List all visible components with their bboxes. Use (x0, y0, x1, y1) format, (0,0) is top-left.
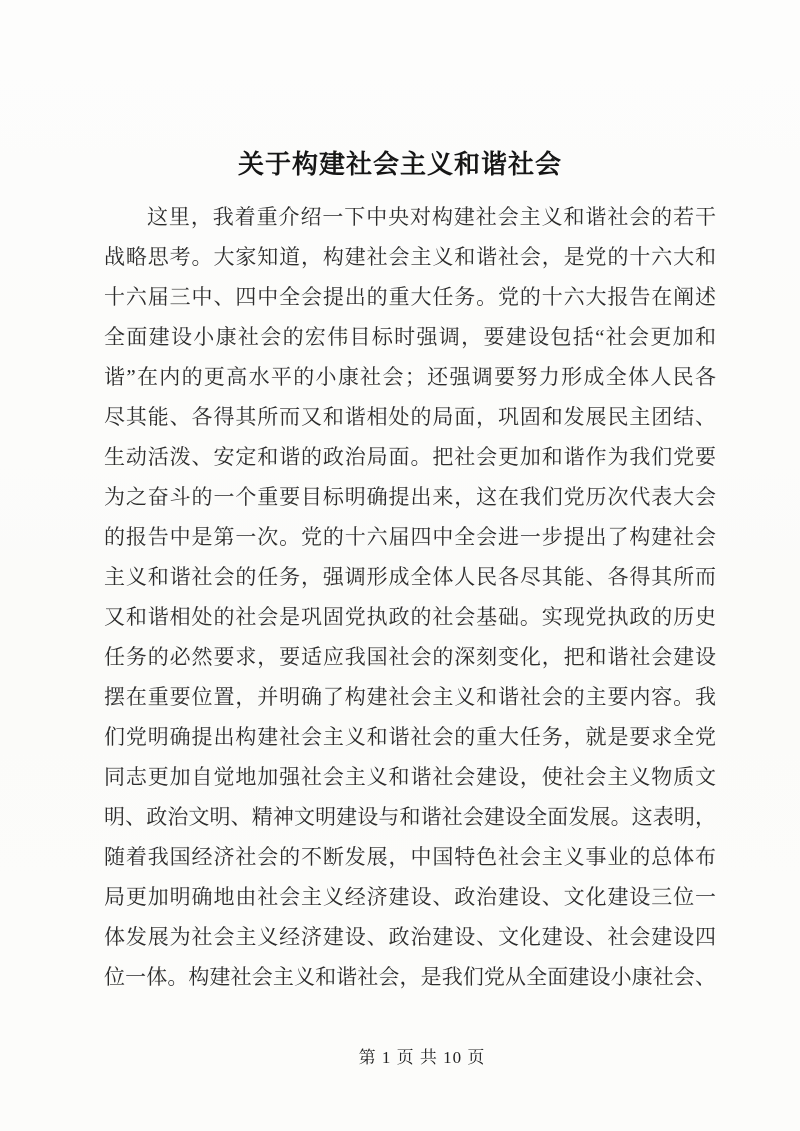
body-line: 又和谐相处的社会是巩固党执政的社会基础。实现党执政的历史 (104, 605, 716, 629)
body-line: 任务的必然要求，要适应我国社会的深刻变化，把和谐社会建设 (104, 645, 716, 669)
body-line: 为之奋斗的一个重要目标明确提出来，这在我们党历次代表大会 (104, 485, 716, 509)
body-line: 体发展为社会主义经济建设、政治建设、文化建设、社会建设四 (104, 925, 716, 949)
body-line: 局更加明确地由社会主义经济建设、政治建设、文化建设三位一 (104, 885, 716, 909)
body-line: 主义和谐社会的任务，强调形成全体人民各尽其能、各得其所而 (104, 565, 716, 589)
body-line: 位一体。构建社会主义和谐社会，是我们党从全面建设小康社会、 (104, 965, 716, 989)
body-line: 们党明确提出构建社会主义和谐社会的重大任务，就是要求全党 (104, 725, 716, 749)
body-line: 谐”在内的更高水平的小康社会；还强调要努力形成全体人民各 (104, 365, 716, 389)
body-line: 同志更加自觉地加强社会主义和谐社会建设，使社会主义物质文 (104, 765, 716, 789)
page-footer (0, 1043, 800, 1068)
body-line: 尽其能、各得其所而又和谐相处的局面，巩固和发展民主团结、 (104, 405, 716, 429)
body-line: 随着我国经济社会的不断发展，中国特色社会主义事业的总体布 (104, 845, 716, 869)
body-line: 摆在重要位置，并明确了构建社会主义和谐社会的主要内容。我 (104, 685, 716, 709)
document-title: 关于构建社会主义和谐社会 (237, 150, 562, 179)
body-line: 全面建设小康社会的宏伟目标时强调，要建设包括“社会更加和 (104, 325, 716, 349)
body-line: 的报告中是第一次。党的十六届四中全会进一步提出了构建社会 (104, 525, 716, 549)
document-body (104, 197, 716, 997)
body-line: 生动活泼、安定和谐的政治局面。把社会更加和谐作为我们党要 (104, 445, 716, 469)
body-line: 明、政治文明、精神文明建设与和谐社会建设全面发展。这表明， (104, 805, 716, 829)
body-line: 战略思考。大家知道，构建社会主义和谐社会，是党的十六大和 (104, 245, 716, 269)
page-number-label: 第 1 页 共 10 页 (358, 1048, 486, 1067)
body-line: 十六届三中、四中全会提出的重大任务。党的十六大报告在阐述 (104, 285, 716, 309)
body-line: 这里，我着重介绍一下中央对构建社会主义和谐社会的若干 (147, 205, 716, 229)
